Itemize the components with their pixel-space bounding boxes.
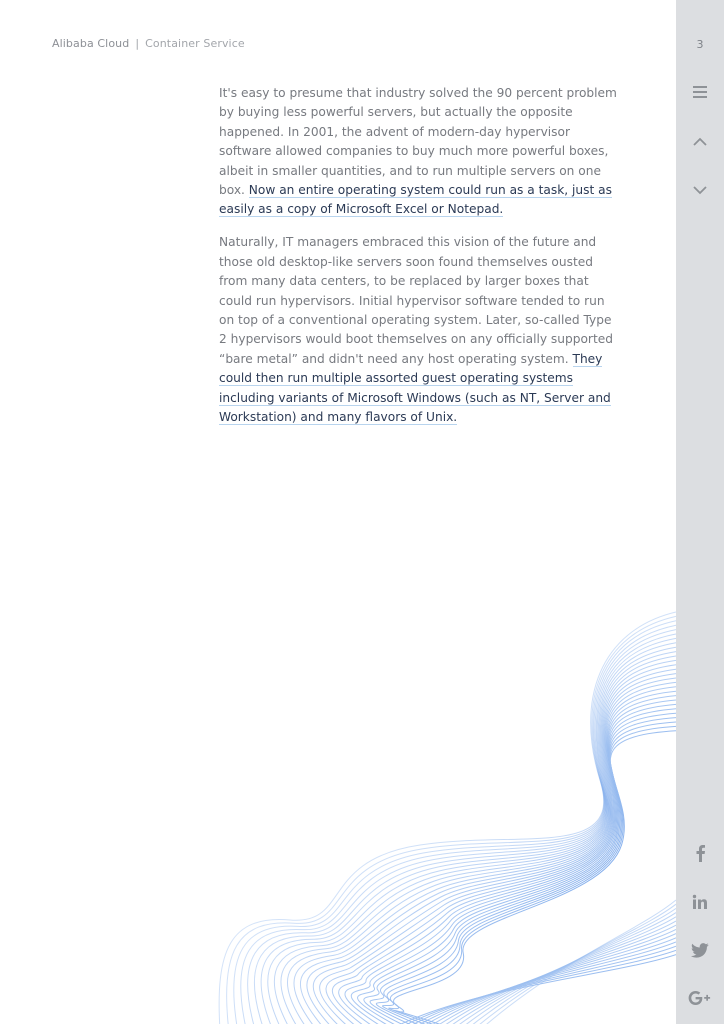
share-linkedin-button[interactable] — [676, 887, 724, 917]
document-header — [52, 37, 245, 50]
paragraph-2-highlight: They could then run multiple assorted guest operating systems including variants of Microsoft Windows (such as NT, Server and Workstation) and many flavors of Unix. — [219, 351, 611, 425]
header-separator: | — [135, 37, 140, 50]
paragraph-2-text: Naturally, IT managers embraced this vision of the future and those old desktop-like servers soon found themselves ousted from many data centers, to be replaced by larger boxes that could run hypervisors. Initial hypervisor software tended to run on top of a conventional operating system. Later, so-called Type 2 hypervisors would boot themselves on any officially supported “bare metal” and didn't need any host operating system. — [219, 235, 613, 366]
document-body — [219, 84, 619, 441]
previous-page-button[interactable] — [676, 127, 724, 157]
share-google-plus-button[interactable] — [676, 983, 724, 1013]
linkedin-icon — [692, 894, 708, 910]
paragraph-2 — [219, 233, 619, 427]
facebook-icon — [694, 844, 706, 862]
paragraph-1-text: It's easy to presume that industry solved the 90 percent problem by buying less powerful servers, but actually the opposite happened. In 2001, the advent of modern-day hypervisor software allowed companies to buy much more powerful boxes, albeit in smaller quantities, and to run multiple servers on one box. — [219, 86, 617, 198]
menu-button[interactable] — [676, 77, 724, 107]
next-page-button[interactable] — [676, 175, 724, 205]
chevron-down-icon — [692, 185, 708, 195]
paragraph-1-highlight: Now an entire operating system could run as a task, just as easily as a copy of Microsoft Excel or Notepad. — [219, 183, 612, 217]
share-facebook-button[interactable] — [676, 838, 724, 868]
chevron-up-icon — [692, 137, 708, 147]
google-plus-icon — [688, 991, 712, 1005]
twitter-icon — [691, 943, 709, 958]
brand-name: Alibaba Cloud — [52, 37, 130, 50]
page-number: 3 — [696, 38, 704, 51]
menu-icon — [692, 85, 708, 99]
share-twitter-button[interactable] — [676, 935, 724, 965]
sidebar — [676, 0, 724, 1024]
paragraph-1 — [219, 84, 619, 220]
product-name: Container Service — [145, 37, 245, 50]
